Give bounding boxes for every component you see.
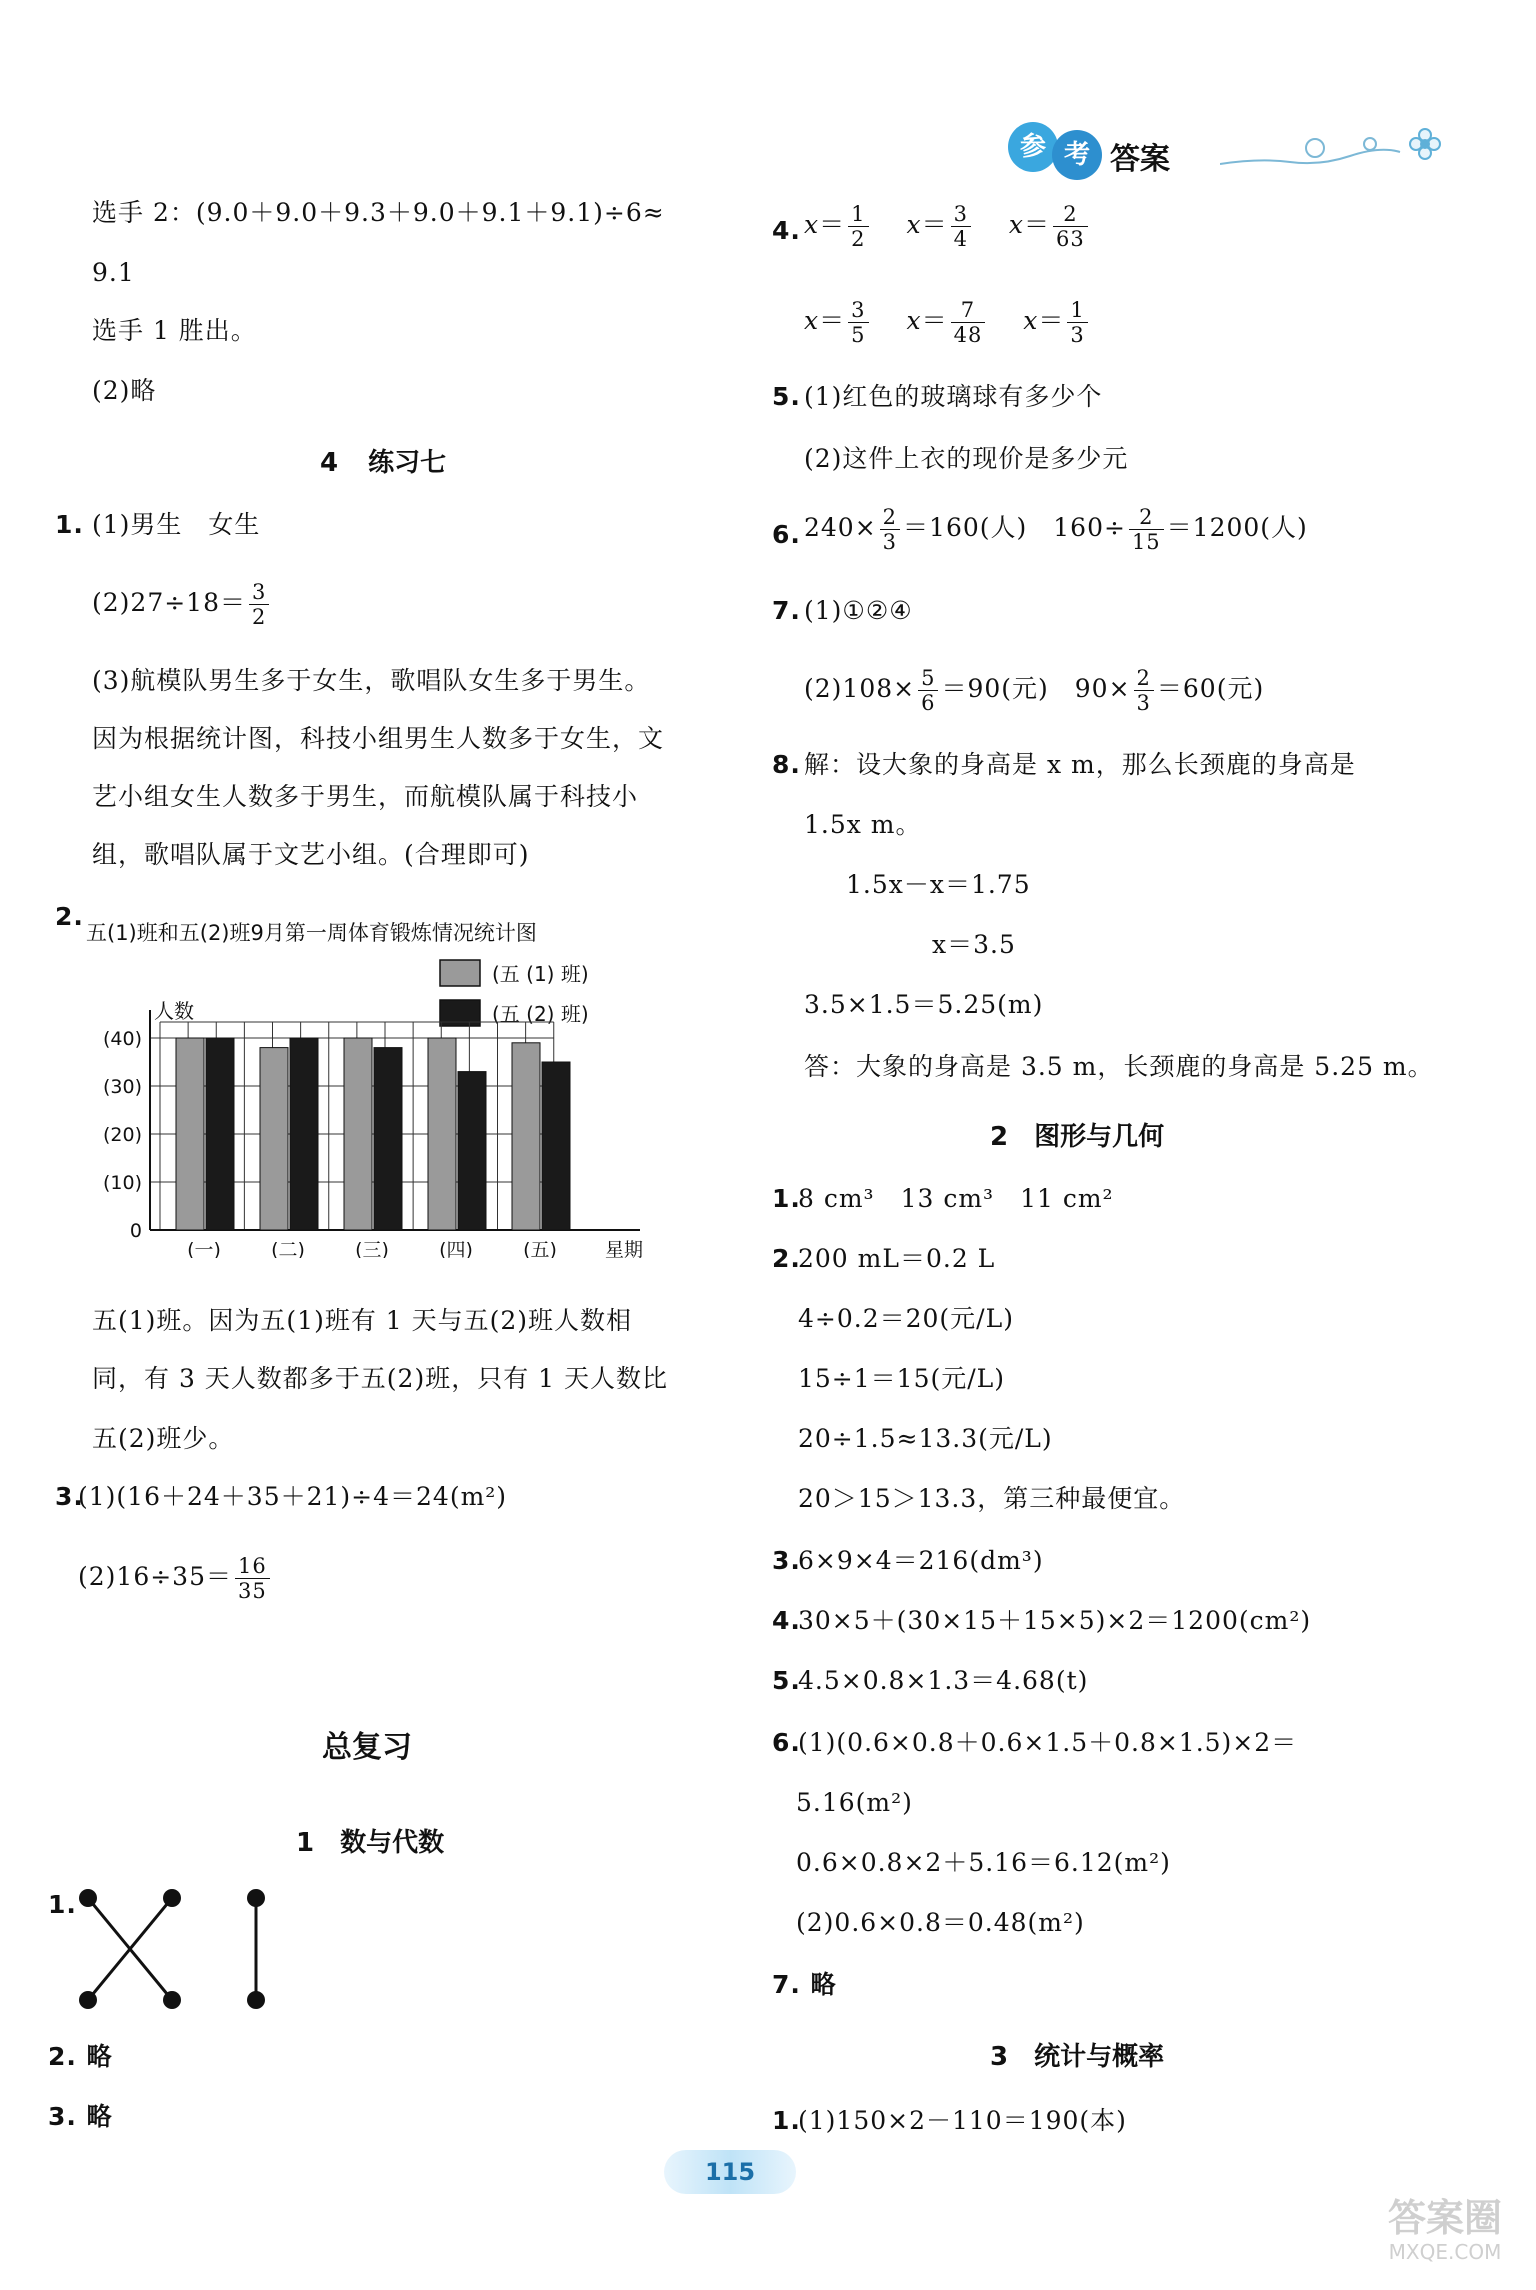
legend-label: (五 (1) 班) (492, 962, 589, 986)
s1-number: 1. (772, 2106, 801, 2135)
r3: 3. 略 (48, 2102, 113, 2131)
q6-frac-1-num: 2 (880, 505, 900, 530)
y-tick-label: 0 (129, 1220, 142, 1242)
subsection-1-number: 1 (296, 1828, 315, 1858)
legend-label: (五 (2) 班) (492, 1002, 589, 1026)
match-dot (79, 1991, 97, 2009)
bar-1-3 (344, 1038, 372, 1230)
q1-part1: (1)男生 女生 (92, 510, 261, 539)
watermark-logo (1360, 2196, 1530, 2264)
match-dot (163, 1991, 181, 2009)
q3-fraction-num: 16 (235, 1554, 270, 1579)
g6-line1: (1)(0.6×0.8＋0.6×1.5＋0.8×1.5)×2＝ (798, 1728, 1298, 1757)
bar-2-5 (542, 1062, 570, 1230)
bar-chart (80, 918, 680, 1258)
q4-frac-2-num: 3 (951, 202, 971, 227)
watermark-title: 答案圈 (1387, 2196, 1502, 2240)
chart-title: 五(1)班和五(2)班9月第一周体育锻炼情况统计图 (86, 921, 537, 945)
q7-frac-1-den: 6 (921, 691, 936, 715)
q7-frac-2 (1134, 666, 1154, 715)
q4-row2: x＝ $\frac{3}{5}$ x＝ $\frac{7}{48}$ x＝ $\frac{1}{3}$ (804, 298, 1091, 347)
q6-text-c: ＝1200(人) (1166, 513, 1308, 542)
q7-text-c: ＝60(元) (1156, 674, 1265, 703)
q7-frac-1 (918, 666, 938, 715)
q4-frac-3-num: 2 (1053, 202, 1088, 227)
g6-line2: 5.16(m²) (796, 1788, 913, 1817)
q1-part3-line2: 因为根据统计图，科技小组男生人数多于女生，文 (92, 724, 665, 753)
badge-char-1: 参 (1019, 132, 1046, 162)
q2-text-line1: 五(1)班。因为五(1)班有 1 天与五(2)班人数相 (92, 1306, 633, 1335)
review-title: 总复习 (322, 1730, 412, 1765)
q1-number: 1. (55, 510, 84, 539)
q3-fraction (235, 1554, 270, 1603)
x-tick-label: (二) (271, 1239, 305, 1258)
bar-2-2 (290, 1038, 318, 1230)
bar-2-4 (458, 1072, 486, 1230)
q2-text-line2: 同，有 3 天人数都多于五(2)班，只有 1 天人数比 (92, 1364, 669, 1393)
section-title-practice7 (320, 442, 446, 479)
x-axis-label: 星期 (604, 1239, 644, 1258)
q7-part2 (804, 666, 1264, 715)
badge-circle-1 (1008, 122, 1058, 172)
q6-number: 6. (772, 520, 801, 549)
q1-part3-line4: 组，歌唱队属于文艺小组。(合理即可) (92, 840, 530, 869)
q4-frac-2-den: 4 (953, 227, 968, 251)
header-title: 答案 (1110, 142, 1170, 177)
g7: 7. 略 (772, 1970, 837, 1999)
left-line-2: 9.1 (92, 258, 135, 287)
x-tick-label: (四) (439, 1239, 473, 1258)
left-line-1: 选手 2：(9.0＋9.0＋9.3＋9.0＋9.1＋9.1)÷6≈ (92, 198, 665, 227)
x-tick-label: (一) (187, 1239, 221, 1258)
subsection-title-1 (296, 1822, 444, 1859)
legend-swatch (440, 960, 480, 986)
page-number-badge (664, 2150, 796, 2194)
bar-1-5 (512, 1043, 540, 1230)
q5-part1: (1)红色的玻璃球有多少个 (804, 382, 1103, 411)
y-axis-label: 人数 (154, 999, 194, 1023)
badge-circle-2 (1052, 130, 1102, 180)
decor-vine-icon (1220, 122, 1460, 172)
page-number: 115 (704, 2158, 756, 2186)
left-line-3: 选手 1 胜出。 (92, 316, 257, 345)
q4-number: 4. (772, 216, 801, 245)
q5-part2: (2)这件上衣的现价是多少元 (804, 444, 1129, 473)
header-badge (1008, 112, 1478, 182)
g2-line1: 200 mL＝0.2 L (798, 1244, 996, 1273)
q4-frac-6-den: 3 (1070, 323, 1085, 347)
q4-frac-1-num: 1 (848, 202, 868, 227)
g5-text: 4.5×0.8×1.3＝4.68(t) (798, 1666, 1089, 1695)
q8-line1: 解：设大象的身高是 x m，那么长颈鹿的身高是 (804, 750, 1356, 779)
q4-frac-6-num: 1 (1067, 298, 1087, 323)
bar-1-1 (176, 1038, 204, 1230)
g5-number: 5. (772, 1666, 801, 1695)
q1-part2-text: (2)27÷18＝ (92, 588, 246, 617)
q4-frac-5 (951, 298, 986, 347)
bar-2-1 (206, 1038, 234, 1230)
r1-number: 1. (48, 1890, 77, 1919)
q6-text-a: 240× (804, 513, 877, 542)
q6-text-b: ＝160(人) 160÷ (903, 513, 1126, 542)
q7-text-a: (2)108× (804, 674, 916, 703)
g2-line4: 20÷1.5≈13.3(元/L) (798, 1424, 1053, 1453)
subsection-title-2 (990, 1116, 1164, 1153)
q7-text-b: ＝90(元) 90× (941, 674, 1131, 703)
match-dot (79, 1889, 97, 1907)
r2: 2. 略 (48, 2042, 113, 2071)
x-tick-label: (三) (355, 1239, 389, 1258)
badge-char-2: 考 (1063, 140, 1090, 170)
g2-line2: 4÷0.2＝20(元/L) (798, 1304, 1014, 1333)
q2-number: 2. (55, 902, 84, 931)
q6-frac-2 (1129, 505, 1164, 554)
y-tick-label: (30) (102, 1076, 142, 1098)
g3-number: 3. (772, 1546, 801, 1575)
q7-frac-2-num: 2 (1134, 666, 1154, 691)
section-label: 练习七 (368, 448, 447, 478)
g2-line3: 15÷1＝15(元/L) (798, 1364, 1006, 1393)
q3-number: 3. (55, 1482, 84, 1511)
q4-frac-4-den: 5 (851, 323, 866, 347)
subsection-2-label: 图形与几何 (1034, 1122, 1165, 1152)
q3-part2 (78, 1554, 273, 1603)
q7-part1: (1)①②④ (804, 596, 913, 625)
q6-expression (804, 505, 1308, 554)
subsection-3-number: 3 (990, 2042, 1009, 2072)
q8-line4: x＝3.5 (932, 930, 1016, 959)
y-tick-label: (10) (102, 1172, 142, 1194)
q4-row1: x＝ $\frac{1}{2}$ x＝ $\frac{3}{4}$ x＝ $\frac{2}{63}$ (804, 202, 1091, 251)
g2-line5: 20＞15＞13.3，第三种最便宜。 (798, 1484, 1186, 1513)
q6-frac-2-num: 2 (1129, 505, 1164, 530)
q4-frac-4-num: 3 (848, 298, 868, 323)
g4-number: 4. (772, 1606, 801, 1635)
y-tick-label: (20) (102, 1124, 142, 1146)
bar-1-4 (428, 1038, 456, 1230)
g3-text: 6×9×4＝216(dm³) (798, 1546, 1044, 1575)
bar-1-2 (260, 1048, 288, 1230)
q4-frac-5-num: 7 (951, 298, 986, 323)
g4-text: 30×5＋(30×15＋15×5)×2＝1200(cm²) (798, 1606, 1312, 1635)
bar-2-3 (374, 1048, 402, 1230)
q3-part1: (1)(16＋24＋35＋21)÷4＝24(m²) (78, 1482, 508, 1511)
q8-line3: 1.5x－x＝1.75 (846, 870, 1031, 899)
q5-number: 5. (772, 382, 801, 411)
q7-number: 7. (772, 596, 801, 625)
q6-frac-2-den: 15 (1131, 530, 1161, 554)
matching-diagram (70, 1880, 290, 2020)
q8-answer: 答：大象的身高是 3.5 m，长颈鹿的身高是 5.25 m。 (804, 1052, 1434, 1081)
q1-fraction (249, 580, 269, 629)
q1-fraction-den: 2 (251, 605, 267, 629)
subsection-2-number: 2 (990, 1122, 1009, 1152)
g2-number: 2. (772, 1244, 801, 1273)
q3-fraction-den: 35 (237, 1579, 267, 1603)
q1-part3-line3: 艺小组女生人数多于男生，而航模队属于科技小 (92, 782, 639, 811)
q6-frac-1 (880, 505, 900, 554)
g1-number: 1. (772, 1184, 801, 1213)
q8-line5: 3.5×1.5＝5.25(m) (804, 990, 1044, 1019)
left-line-4: (2)略 (92, 376, 157, 405)
q3-part2-text: (2)16÷35＝ (78, 1562, 232, 1591)
q1-part3-line1: (3)航模队男生多于女生，歌唱队女生多于男生。 (92, 666, 651, 695)
q4-frac-2 (951, 202, 971, 251)
q8-line2: 1.5x m。 (804, 810, 922, 839)
q4-frac-3 (1053, 202, 1088, 251)
q2-text-line3: 五(2)班少。 (92, 1424, 235, 1453)
g1-text: 8 cm³ 13 cm³ 11 cm² (798, 1184, 1114, 1213)
subsection-1-label: 数与代数 (340, 1828, 445, 1858)
q4-frac-6 (1067, 298, 1087, 347)
y-tick-label: (40) (102, 1028, 142, 1050)
q4-frac-4 (848, 298, 868, 347)
q8-number: 8. (772, 750, 801, 779)
section-number: 4 (320, 448, 339, 478)
q1-fraction-num: 3 (249, 580, 269, 605)
g6-line3: 0.6×0.8×2＋5.16＝6.12(m²) (796, 1848, 1171, 1877)
q1-part2 (92, 580, 272, 629)
q4-frac-1 (848, 202, 868, 251)
g6-number: 6. (772, 1728, 801, 1757)
match-dot (247, 1889, 265, 1907)
q4-frac-3-den: 63 (1056, 227, 1085, 251)
q4-frac-1-den: 2 (851, 227, 866, 251)
x-tick-label: (五) (523, 1239, 557, 1258)
q6-frac-1-den: 3 (882, 530, 898, 554)
q4-frac-5-den: 48 (953, 323, 983, 347)
q7-frac-2-den: 3 (1136, 691, 1151, 715)
s1-text: (1)150×2－110＝190(本) (798, 2106, 1127, 2135)
match-dot (247, 1991, 265, 2009)
match-dot (163, 1889, 181, 1907)
watermark-url: MXQE.COM (1388, 2240, 1502, 2264)
g6-line4: (2)0.6×0.8＝0.48(m²) (796, 1908, 1085, 1937)
q7-frac-1-num: 5 (918, 666, 938, 691)
subsection-3-label: 统计与概率 (1034, 2042, 1165, 2072)
subsection-title-3 (990, 2036, 1164, 2073)
